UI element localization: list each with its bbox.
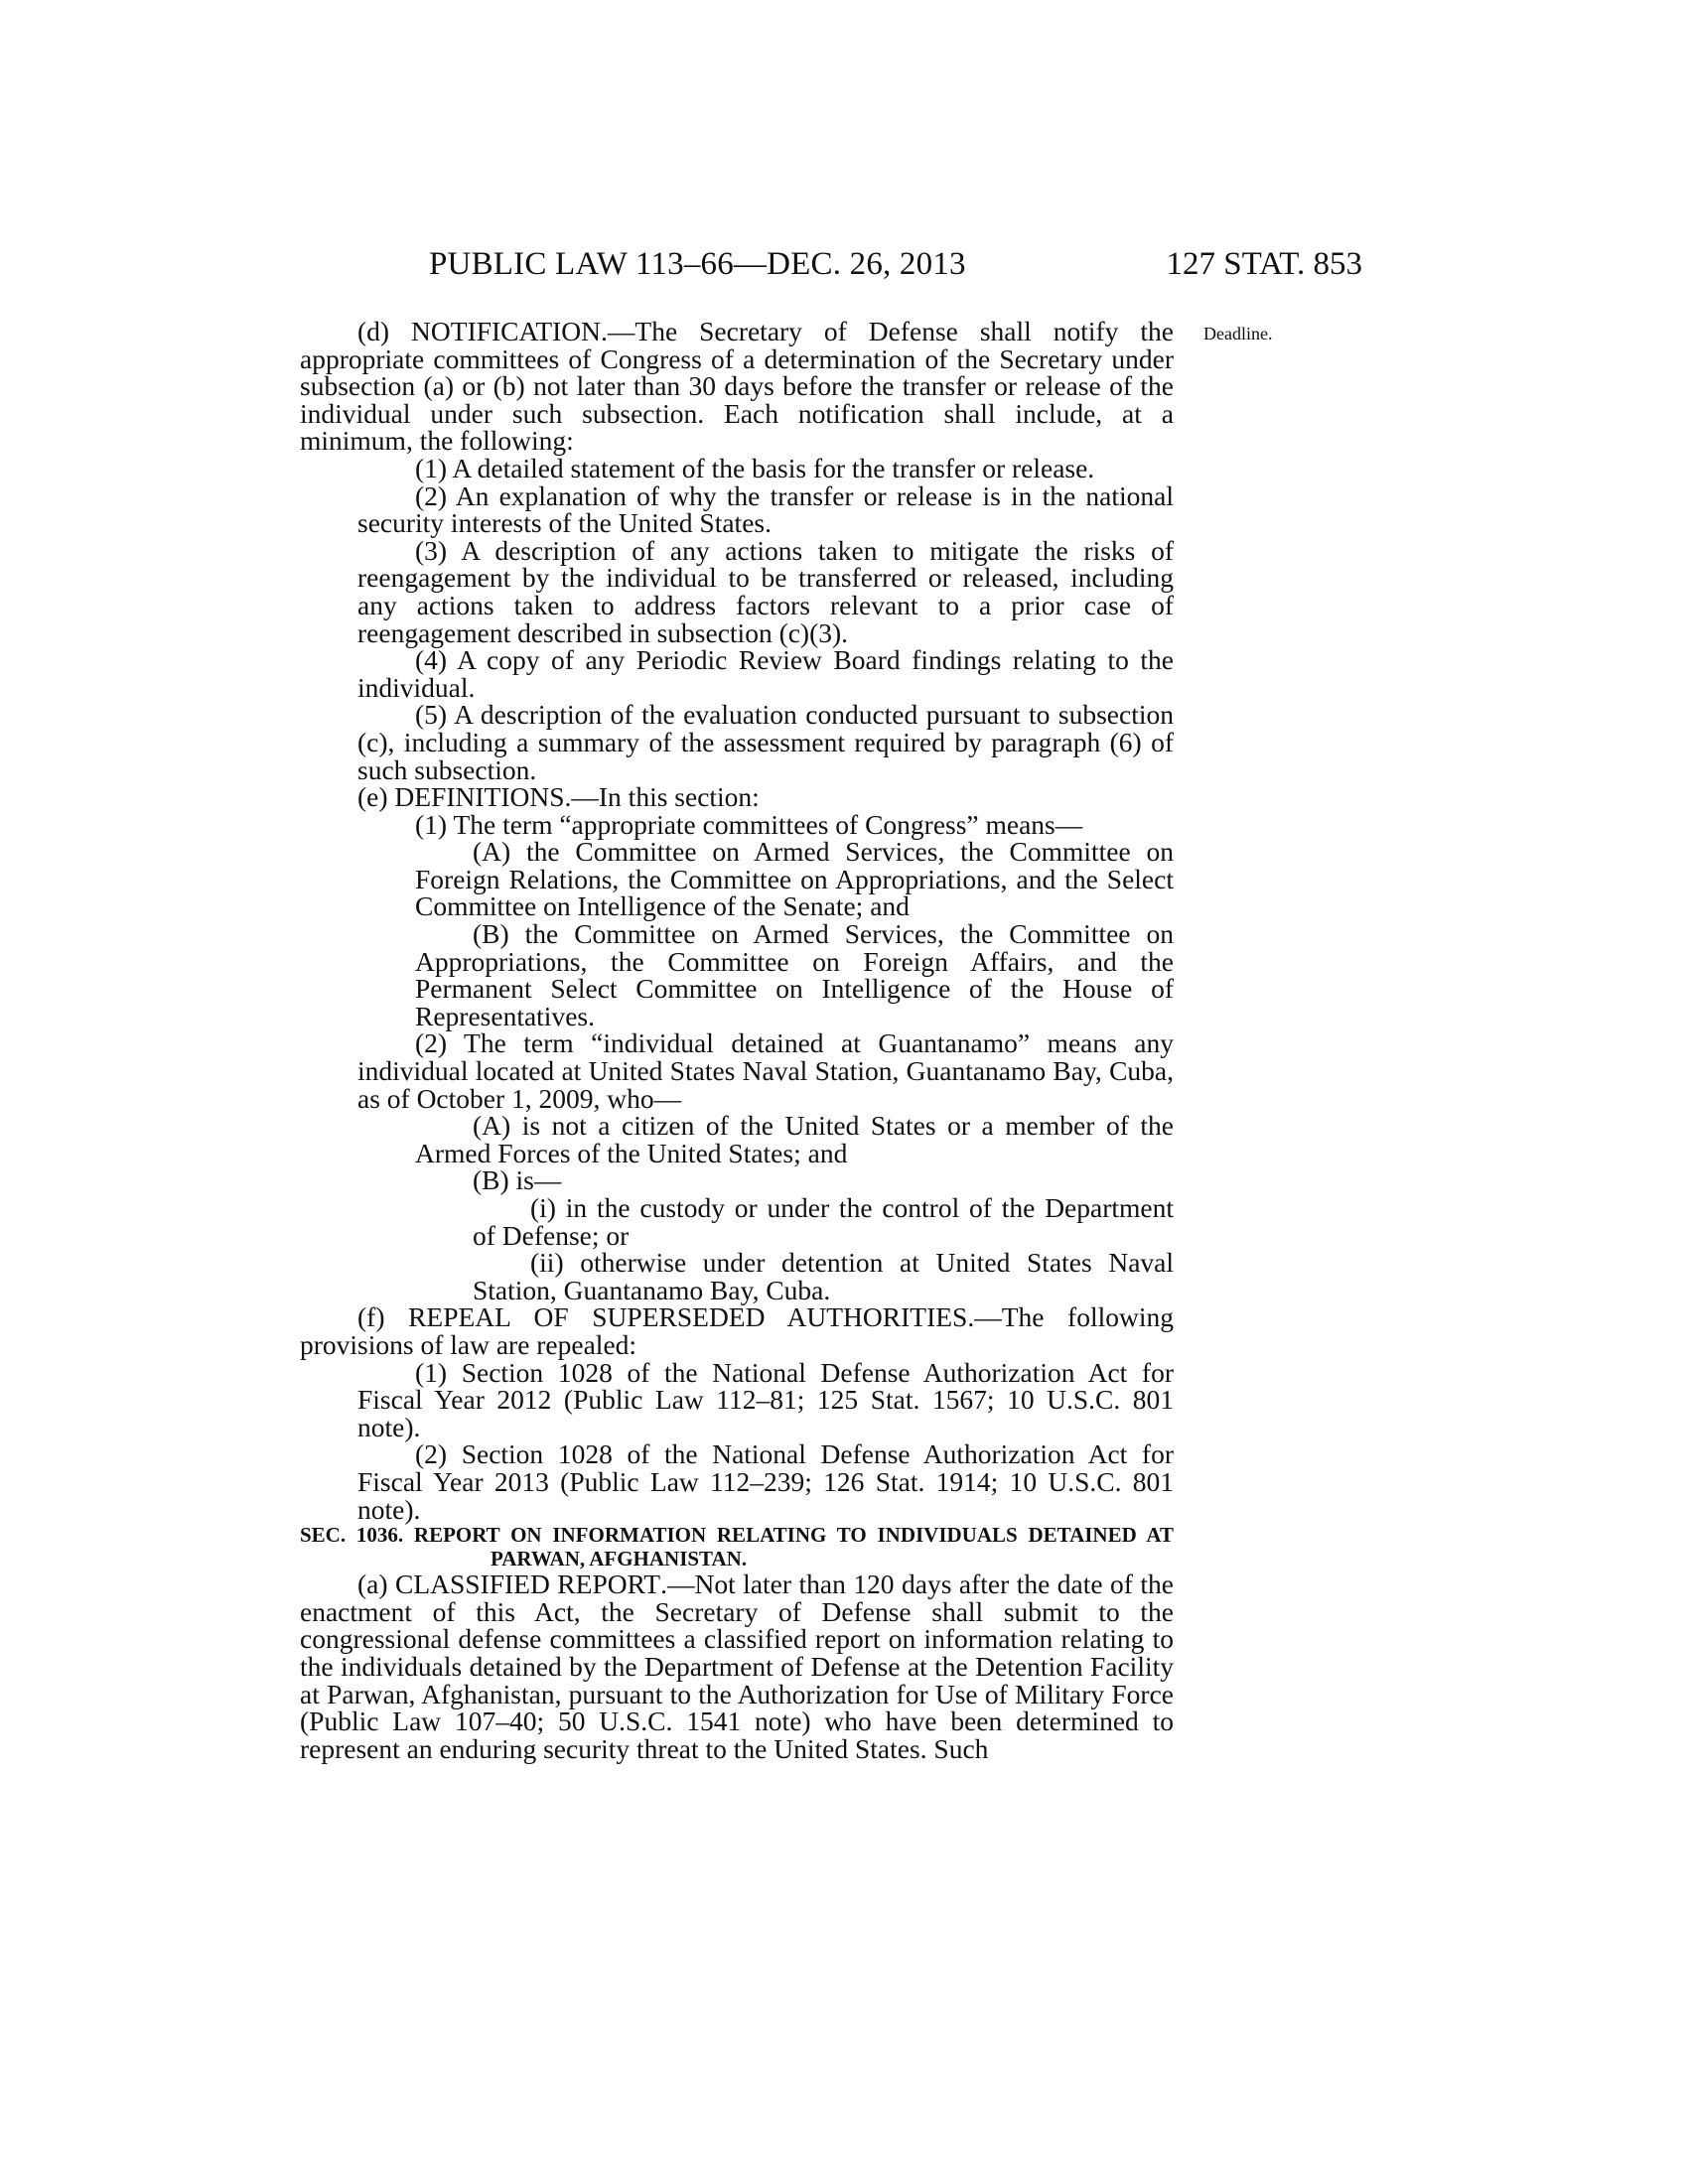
subsection-f-text: The following provisions of law are repealed: xyxy=(300,1301,1174,1360)
section-1036-heading: SEC. 1036. REPORT ON INFORMATION RELATING TO INDIVIDUALS DETAINED AT PARWAN, AFGHANISTAN. xyxy=(300,1523,1174,1571)
subsection-d-item-4: (4) A copy of any Periodic Review Board findings relating to the individual. xyxy=(357,644,1174,703)
subsection-f: (f) REPEAL OF SUPERSEDED AUTHORITIES.—The following provisions of law are repealed: xyxy=(300,1301,1174,1360)
page-header xyxy=(300,246,1362,292)
margin-note-deadline: Deadline. xyxy=(1203,324,1273,343)
subsection-f-item-2: (2) Section 1028 of the National Defense Authorization Act for Fiscal Year 2013 (Public Law 112–239; 126 Stat. 1914; 10 U.S.C. 801 note). xyxy=(357,1438,1174,1525)
subsection-e-para-2-A: (A) is not a citizen of the United States or a member of the Armed Forces of the United States; and xyxy=(415,1110,1174,1168)
subsection-e-para-2: (2) The term “individual detained at Guantanamo” means any individual located at United States Naval Station, Guantanamo Bay, Cuba, as of October 1, 2009, who— xyxy=(357,1027,1174,1114)
subsection-e-para-1-A: (A) the Committee on Armed Services, the Committee on Foreign Relations, the Committee on Appropriations, and the Select Committee on Intelligence of the Senate; and xyxy=(415,836,1174,922)
section-1036-subsection-a: (a) CLASSIFIED REPORT.—Not later than 120 days after the date of the enactment of this Act, the Secretary of Defense shall submit to the congressional defense committees a classified report on information relating to the individuals detained by the Department of Defense at the Detention Facility at Parwan, Afghanistan, pursuant to the Authorization for Use of Military Force (Public Law 107–40; 50 U.S.C. 1541 note) who have been determined to represent an enduring security threat to the United States. Such xyxy=(300,1569,1174,1764)
public-law-title: PUBLIC LAW 113–66—DEC. 26, 2013 xyxy=(429,246,966,282)
classified-report-text: Not later than 120 days after the date of the enactment of this Act, the Secretary of Defense shall submit to the congressional defense committees a classified report on information relating to the individuals detained by the Department of Defense at the Detention Facility at Parwan, Afghanistan, pursuant to the Authorization for Use of Military Force (Public Law 107–40; 50 U.S.C. 1541 note) who have been determined to represent an enduring security threat to the United States. Such xyxy=(300,1569,1174,1764)
subsection-d-item-5: (5) A description of the evaluation conducted pursuant to subsection (c), including a summary of the assessment required by paragraph (6) of such subsection. xyxy=(357,699,1174,785)
subsection-d-heading: NOTIFICATION xyxy=(411,316,602,346)
subsection-d-item-1: (1) A detailed statement of the basis for the transfer or release. xyxy=(415,452,1095,483)
subsection-e-text: In this section: xyxy=(598,781,760,813)
subsection-f-heading: REPEAL OF SUPERSEDED AUTHORITIES xyxy=(408,1301,968,1333)
subsection-e-para-1-B: (B) the Committee on Armed Services, the Committee on Appropriations, the Committee on Foreign Affairs, and the Permanent Select Committee on Intelligence of the House of Representatives. xyxy=(415,918,1174,1031)
classified-report-heading: CLASSIFIED REPORT xyxy=(394,1569,661,1600)
subsection-d-text: The Secretary of Defense shall notify the appropriate committees of Congress of a determination of the Secretary under subsection (a) or (b) not later than 30 days before the transfer or release of the individual under such subsection. Each notification shall include, at a minimum, the following: xyxy=(300,316,1174,457)
subsection-e-heading: DEFINITIONS xyxy=(394,781,565,813)
subsection-e: (e) DEFINITIONS.—In this section: xyxy=(357,781,760,813)
subsection-f-item-1: (1) Section 1028 of the National Defense Authorization Act for Fiscal Year 2012 (Public Law 112–81; 125 Stat. 1567; 10 U.S.C. 801 note). xyxy=(357,1356,1174,1442)
stat-page-number: 127 STAT. 853 xyxy=(1166,246,1362,282)
subsection-d-item-3: (3) A description of any actions taken to mitigate the risks of reengagement by the individual to be transferred or released, including any actions taken to address factors relevant to a prior case of reengagement described in subsection (c)(3). xyxy=(357,534,1174,648)
subsection-e-para-2-B-i: (i) in the custody or under the control of the Department of Defense; or xyxy=(473,1192,1174,1251)
subsection-d-item-2: (2) An explanation of why the transfer or release is in the national security interests of the United States. xyxy=(357,479,1174,539)
subsection-e-para-2-B: (B) is— xyxy=(473,1164,562,1196)
subsection-e-para-2-B-ii: (ii) otherwise under detention at United States Naval Station, Guantanamo Bay, Cuba. xyxy=(473,1247,1174,1305)
subsection-e-para-1: (1) The term “appropriate committees of Congress” means— xyxy=(415,808,1083,840)
subsection-d: (d) NOTIFICATION.—The Secretary of Defense shall notify the appropriate committees of Congress of a determination of the Secretary under subsection (a) or (b) not later than 30 days before the transfer or release of the individual under such subsection. Each notification shall include, at a minimum, the following: xyxy=(300,316,1174,457)
document-body xyxy=(300,318,1174,1762)
